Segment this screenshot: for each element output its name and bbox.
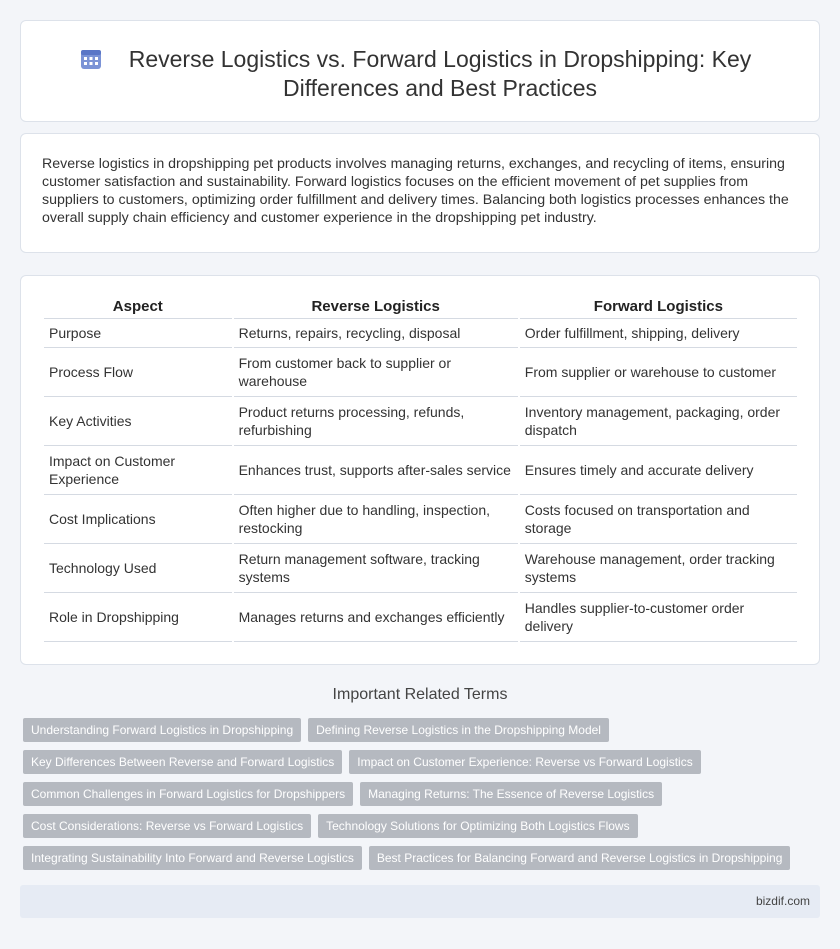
table-cell: Order fulfillment, shipping, delivery [520,319,797,348]
intro-card [20,133,820,253]
table-cell: Product returns processing, refunds, refurbishing [234,397,518,446]
related-term-link[interactable]: Key Differences Between Reverse and Forward Logistics [23,750,342,774]
table-cell: Handles supplier-to-customer order delivery [520,593,797,642]
table-cell: From customer back to supplier or warehouse [234,348,518,397]
table-row [44,397,797,446]
related-term-link[interactable]: Common Challenges in Forward Logistics for Dropshippers [23,782,353,806]
related-term-link[interactable]: Technology Solutions for Optimizing Both Logistics Flows [318,814,637,838]
page-title: Reverse Logistics vs. Forward Logistics in Dropshipping: Key Differences and Best Practices [128,46,752,101]
related-term-link[interactable]: Defining Reverse Logistics in the Dropshipping Model [308,718,609,742]
table-cell: From supplier or warehouse to customer [520,348,797,397]
table-cell: Ensures timely and accurate delivery [520,446,797,495]
comparison-table-card [20,275,820,665]
table-row [44,446,797,495]
table-cell: Role in Dropshipping [44,593,232,642]
table-cell: Warehouse management, order tracking systems [520,544,797,593]
table-cell: Often higher due to handling, inspection, restocking [234,495,518,544]
tag-row [23,846,813,870]
table-cell: Return management software, tracking systems [234,544,518,593]
table-cell: Inventory management, packaging, order dispatch [520,397,797,446]
related-term-link[interactable]: Best Practices for Balancing Forward and Reverse Logistics in Dropshipping [369,846,791,870]
table-row [44,348,797,397]
related-term-link[interactable]: Cost Considerations: Reverse vs Forward Logistics [23,814,311,838]
footer [20,885,820,918]
table-cell: Process Flow [44,348,232,397]
related-terms-title: Important Related Terms [332,686,508,703]
table-header-row [44,296,797,319]
tag-row [23,814,813,838]
related-terms-list [23,718,813,878]
table-cell: Purpose [44,319,232,348]
related-term-link[interactable]: Impact on Customer Experience: Reverse vs Forward Logistics [349,750,700,774]
tag-row [23,718,813,742]
table-cell: Key Activities [44,397,232,446]
table-cell: Costs focused on transportation and storage [520,495,797,544]
title-card [20,20,820,122]
intro-text: Reverse logistics in dropshipping pet products involves managing returns, exchanges, and recycling of items, ensuring customer satisfaction and sustainability. Forward logistics focuses on the efficient movement of pet supplies from suppliers to customers, optimizing order fulfillment and delivery times. Balancing both logistics processes enhances the overall supply chain efficiency and customer experience in the dropshipping pet industry. [42,156,789,226]
table-row [44,544,797,593]
related-term-link[interactable]: Managing Returns: The Essence of Reverse Logistics [360,782,662,806]
header-forward-logistics: Forward Logistics [520,296,797,319]
header-reverse-logistics: Reverse Logistics [234,296,518,319]
tag-row [23,782,813,806]
table-cell: Enhances trust, supports after-sales service [234,446,518,495]
related-term-link[interactable]: Understanding Forward Logistics in Dropshipping [23,718,301,742]
comparison-table [42,296,799,642]
tag-row [23,750,813,774]
table-cell: Manages returns and exchanges efficiently [234,593,518,642]
table-row [44,593,797,642]
table-cell: Cost Implications [44,495,232,544]
footer-site-link[interactable]: bizdif.com [755,894,810,908]
related-term-link[interactable]: Integrating Sustainability Into Forward and Reverse Logistics [23,846,362,870]
table-cell: Returns, repairs, recycling, disposal [234,319,518,348]
header-aspect: Aspect [44,296,232,319]
table-row [44,319,797,348]
table-cell: Technology Used [44,544,232,593]
table-row [44,495,797,544]
table-cell: Impact on Customer Experience [44,446,232,495]
